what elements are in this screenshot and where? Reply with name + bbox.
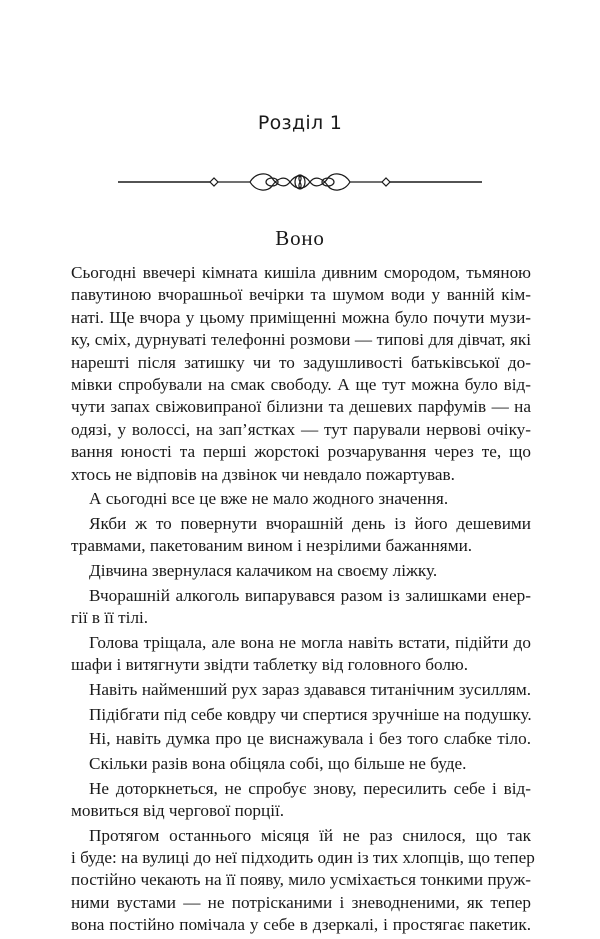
paragraph	[71, 632, 531, 677]
text-line: Навіть найменший рух зараз здавався титанічним зусиллям.	[89, 679, 531, 699]
paragraph	[71, 488, 531, 510]
text-line: шафи і витягнути звідти таблетку від головного болю.	[71, 655, 469, 675]
section-title: Воно	[275, 226, 325, 250]
paragraph	[71, 753, 531, 775]
text-line: Вчорашній алкоголь випарувався разом із залишками енер-	[89, 585, 531, 605]
text-line: чути запах свіжовипраної білизни та дешевих парфумів — на	[71, 397, 531, 417]
text-line: Дівчина звернулася калачиком на своєму ліжку.	[89, 560, 438, 580]
paragraph	[71, 825, 535, 937]
text-line: ними вустами — не потрісканими і зневодненими, як тепер	[71, 892, 531, 912]
chapter-title: Розділ 1	[257, 112, 343, 134]
paragraph	[71, 513, 531, 558]
paragraph	[71, 679, 531, 701]
text-line: Протягом останнього місяця їй не раз снилося, що так	[89, 825, 531, 845]
ornament-divider-icon	[110, 164, 490, 200]
text-line: нарешті після затишку чи то задушливості батьківської до-	[71, 352, 531, 372]
text-line: одязі, у волоссі, на зап’ястках — тут парували нервові очіку-	[71, 419, 531, 439]
text-line: вання юності та перші жорстокі розчарування через те, що	[71, 442, 531, 462]
text-line: мівки спробували на смак свободу. А ще тут можна було від-	[71, 374, 531, 394]
text-line: гії в її тілі.	[71, 608, 149, 628]
text-line: мовиться від чергової порції.	[71, 800, 285, 820]
text-line: і буде: на вулиці до неї підходить один із тих хлопців, що тепер	[71, 848, 535, 868]
text-line: травмами, пакетованим вином і незрілими бажаннями.	[71, 536, 473, 556]
text-line: Підібгати під себе ковдру чи спертися зручніше на подушку.	[89, 704, 532, 724]
paragraph	[71, 262, 531, 486]
text-line: постійно чекають на її появу, мило усміхається тонкими пруж-	[71, 870, 531, 890]
text-line: Не доторкнеться, не спробує знову, пересилить себе і від-	[89, 778, 531, 798]
text-line: А сьогодні все це вже не мало жодного значення.	[89, 489, 449, 509]
text-line: вона постійно помічала у себе в дзеркалі, і простягає пакетик.	[71, 915, 531, 935]
paragraph	[71, 728, 531, 750]
text-line: Ні, навіть думка про це виснажувала і без того слабке тіло.	[89, 729, 531, 749]
paragraph	[71, 704, 531, 726]
text-line: наті. Ще вчора у цьому приміщенні можна було почути музи-	[71, 307, 531, 327]
paragraph	[71, 585, 531, 630]
paragraph	[71, 778, 531, 823]
text-line: Сьогодні ввечері кімната кишіла дивним смородом, тьмяною	[71, 263, 531, 282]
text-line: павутиною вчорашньої вечірки та шумом води у ванній кім-	[71, 285, 531, 305]
text-line: Якби ж то повернути вчорашній день із його дешевими	[89, 513, 531, 533]
body-text	[71, 262, 535, 939]
text-line: ку, сміх, дурнуваті телефонні розмови — типові для дівчат, які	[71, 330, 531, 350]
text-line: Скільки разів вона обіцяла собі, що більше не буде.	[89, 753, 467, 773]
text-line: Голова тріщала, але вона не могла навіть встати, підійти до	[89, 632, 531, 652]
paragraph	[71, 560, 531, 582]
text-line: хтось не відповів на дзвінок чи невдало пожартував.	[71, 464, 455, 484]
